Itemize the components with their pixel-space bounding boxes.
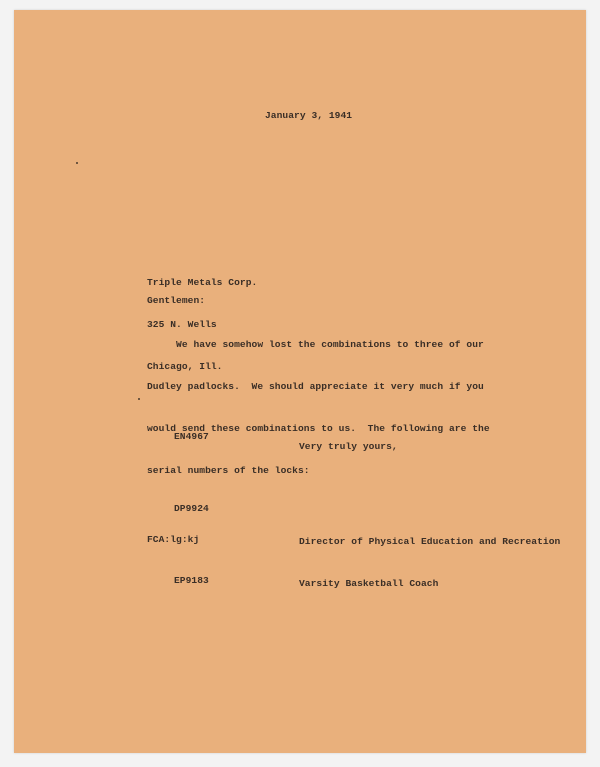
recipient-line: Chicago, Ill.: [147, 361, 223, 372]
recipient-line: 325 N. Wells: [147, 319, 217, 330]
signature-line: Director of Physical Education and Recreation: [299, 536, 561, 547]
salutation: Gentlemen:: [147, 295, 206, 306]
serial-number: EN4967: [174, 431, 209, 442]
signature-line: Varsity Basketball Coach: [299, 578, 439, 589]
paper-speck: [76, 162, 78, 164]
serial-number: EP9183: [174, 575, 209, 586]
letter-page: [14, 10, 586, 753]
recipient-line: Triple Metals Corp.: [147, 277, 258, 288]
body-line: serial numbers of the locks:: [147, 465, 310, 476]
body-line: would send these combinations to us. The following are the: [147, 423, 490, 434]
body-line: Dudley padlocks. We should appreciate it very much if you: [147, 381, 484, 392]
body-line: We have somehow lost the combinations to three of our: [147, 339, 484, 350]
reference-initials: FCA:lg:kj: [147, 534, 200, 545]
serial-number: DP9924: [174, 503, 209, 514]
paper-speck: [138, 398, 140, 400]
signature-block: [299, 507, 560, 619]
serial-number-list: [174, 377, 209, 641]
closing: Very truly yours,: [299, 441, 398, 452]
letter-date: January 3, 1941: [265, 110, 353, 121]
